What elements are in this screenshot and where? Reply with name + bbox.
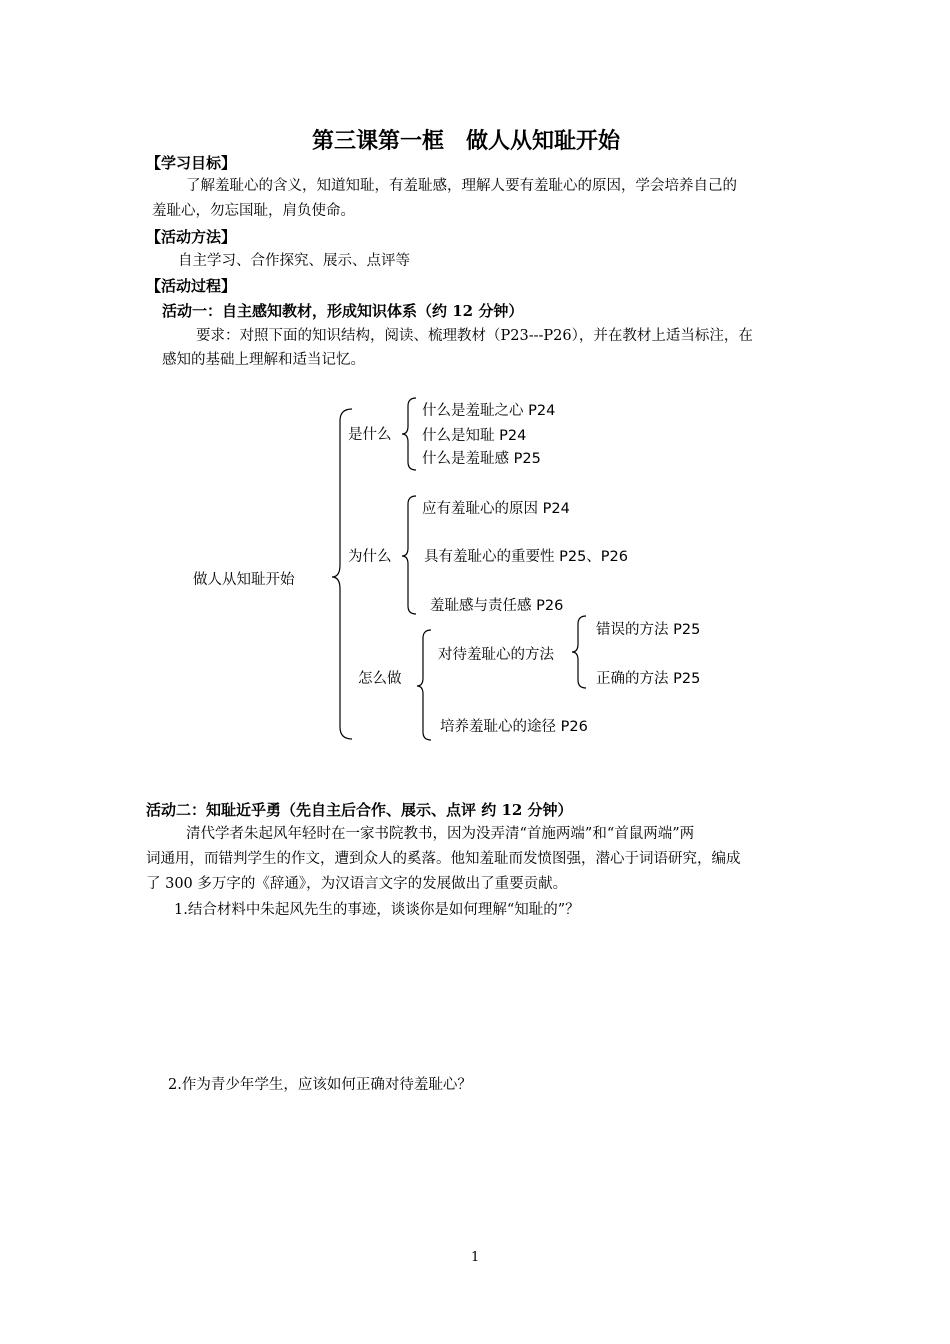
what-item-1: 什么是羞耻之心 P24 [422,403,556,419]
how-cultivate: 培养羞耻心的途径 P26 [440,719,588,735]
question-1: 1.结合材料中朱起风先生的事迹，谈谈你是如何理解“知耻的”？ [174,902,580,918]
activity1-requirement-1: 要求：对照下面的知识结构，阅读、梳理教材（P23---P26），并在教材上适当标注，在 [196,328,753,344]
how-label: 怎么做 [358,671,402,687]
activity2-para-2: 词通用，而错判学生的作文，遭到众人的奚落。他知羞耻而发愤图强，潜心于词语研究，编成 [146,851,741,867]
diagram-root: 做人从知耻开始 [193,572,295,588]
treat-item-right: 正确的方法 P25 [596,671,701,687]
why-item-2: 具有羞耻心的重要性 P25、P26 [424,549,628,565]
activity1-requirement-2: 感知的基础上理解和适当记忆。 [162,352,365,368]
what-item-2: 什么是知耻 P24 [422,428,527,444]
method-text: 自主学习、合作探究、展示、点评等 [178,253,410,269]
activity1-heading: 活动一：自主感知教材，形成知识体系（约 12 分钟） [162,302,524,320]
how-brace [415,628,435,744]
treat-item-wrong: 错误的方法 P25 [596,622,701,638]
method-heading: 【活动方法】 [146,228,237,246]
goals-heading: 【学习目标】 [146,154,237,172]
why-label: 为什么 [348,549,392,565]
goals-line-1: 了解羞耻心的含义，知道知耻，有羞耻感，理解人要有羞耻心的原因，学会培养自己的 [186,178,737,194]
why-item-1: 应有羞耻心的原因 P24 [422,501,570,517]
goals-line-2: 羞耻心，勿忘国耻，肩负使命。 [152,203,355,219]
activity2-para-3: 了 300 多万字的《辞通》，为汉语言文字的发展做出了重要贡献。 [146,876,568,892]
why-brace [400,494,420,618]
what-item-3: 什么是羞耻感 P25 [422,451,541,467]
page-title: 第三课第一框 做人从知耻开始 [312,128,621,154]
treat-brace [570,614,590,690]
process-heading: 【活动过程】 [146,277,237,295]
activity2-heading: 活动二：知耻近乎勇（先自主后合作、展示、点评 约 12 分钟） [146,801,573,819]
page-number: 1 [471,1250,480,1265]
how-treat-label: 对待羞耻心的方法 [438,647,554,663]
root-brace [330,405,360,745]
what-label: 是什么 [348,427,392,443]
why-item-3: 羞耻感与责任感 P26 [430,598,564,614]
what-brace [400,396,420,472]
question-2: 2.作为青少年学生，应该如何正确对待羞耻心？ [168,1077,472,1093]
activity2-para-1: 清代学者朱起风年轻时在一家书院教书，因为没弄清“首施两端”和“首鼠两端”两 [186,826,695,842]
